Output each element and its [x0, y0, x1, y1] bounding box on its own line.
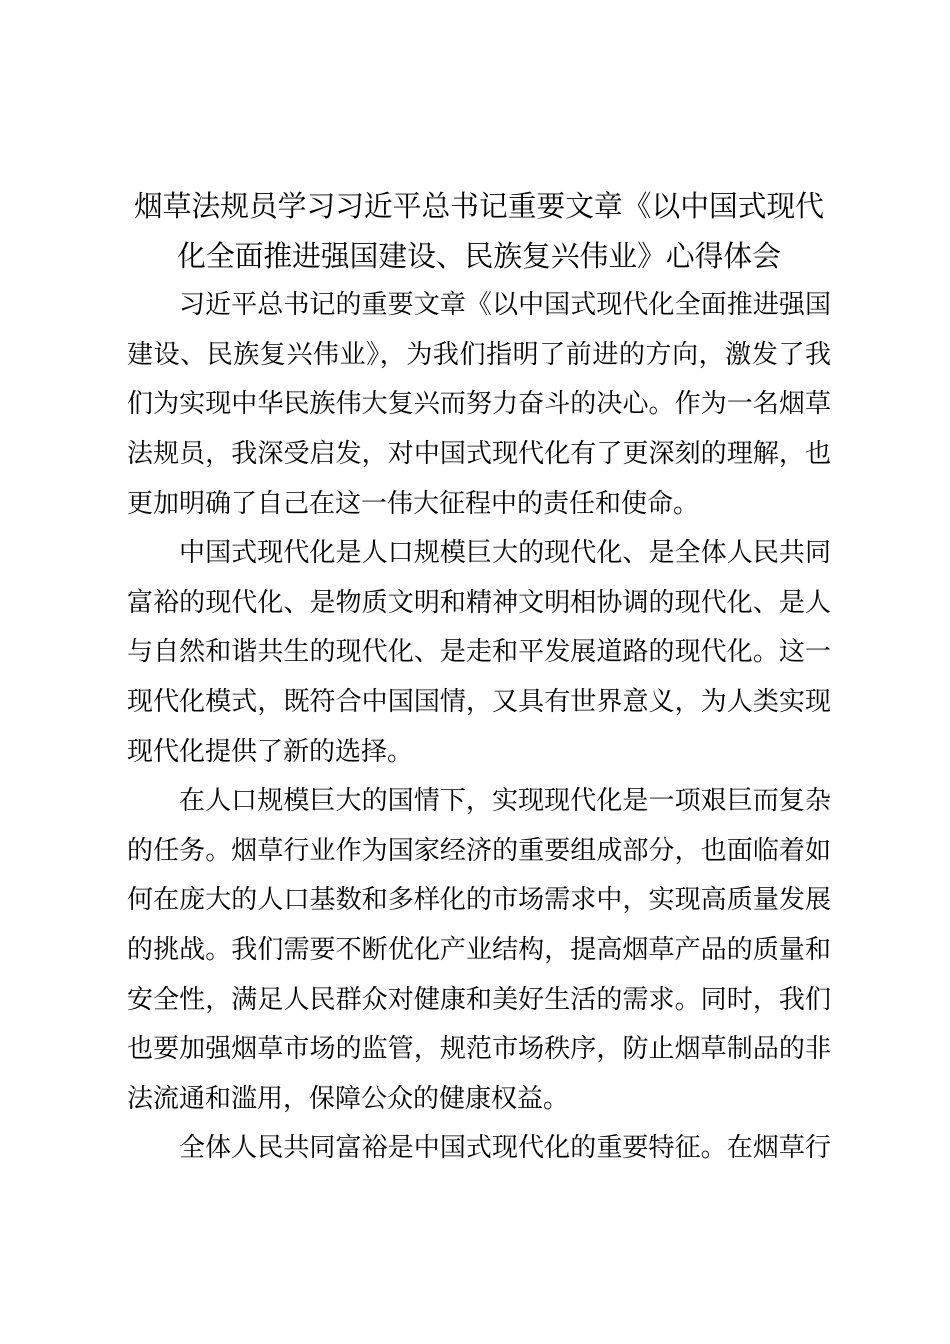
paragraph-line: 的任务。烟草行业作为国家经济的重要组成部分，也面临着如	[127, 835, 831, 866]
paragraph-line: 习近平总书记的重要文章《以中国式现代化全面推进强国	[179, 290, 831, 321]
paragraph-line: 富裕的现代化、是物质文明和精神文明相协调的现代化、是人	[127, 587, 831, 618]
paragraph-line: 们为实现中华民族伟大复兴而努力奋斗的决心。作为一名烟草	[127, 389, 831, 420]
paragraph-1	[127, 281, 831, 529]
title-line-1: 烟草法规员学习习近平总书记重要文章《以中国式现代	[134, 189, 824, 223]
paragraph-line: 更加明确了自己在这一伟大征程中的责任和使命。	[127, 488, 700, 519]
paragraph-line: 法流通和滥用，保障公众的健康权益。	[127, 1083, 570, 1114]
paragraph-4	[127, 1124, 831, 1174]
paragraph-3	[127, 777, 831, 1124]
document-title	[127, 182, 831, 281]
title-line-2: 化全面推进强国建设、民族复兴伟业》心得体会	[177, 238, 781, 273]
paragraph-line: 的挑战。我们需要不断优化产业结构，提高烟草产品的质量和	[127, 934, 831, 965]
paragraph-line: 现代化模式，既符合中国国情，又具有世界意义，为人类实现	[127, 686, 831, 717]
paragraph-line: 也要加强烟草市场的监管，规范市场秩序，防止烟草制品的非	[127, 1034, 831, 1065]
paragraph-line: 与自然和谐共生的现代化、是走和平发展道路的现代化。这一	[127, 637, 831, 668]
paragraph-line: 何在庞大的人口基数和多样化的市场需求中，实现高质量发展	[127, 885, 831, 916]
paragraph-line: 在人口规模巨大的国情下，实现现代化是一项艰巨而复杂	[179, 786, 831, 817]
paragraph-line: 全体人民共同富裕是中国式现代化的重要特征。在烟草行	[179, 1133, 831, 1164]
paragraph-line: 现代化提供了新的选择。	[127, 736, 414, 767]
document-body	[127, 182, 831, 1174]
paragraph-line: 建设、民族复兴伟业》，为我们指明了前进的方向，激发了我	[127, 339, 831, 370]
paragraph-2	[127, 529, 831, 777]
paragraph-line: 中国式现代化是人口规模巨大的现代化、是全体人民共同	[179, 538, 831, 569]
paragraph-line: 安全性，满足人民群众对健康和美好生活的需求。同时，我们	[127, 984, 831, 1015]
paragraph-line: 法规员，我深受启发，对中国式现代化有了更深刻的理解，也	[127, 438, 831, 469]
